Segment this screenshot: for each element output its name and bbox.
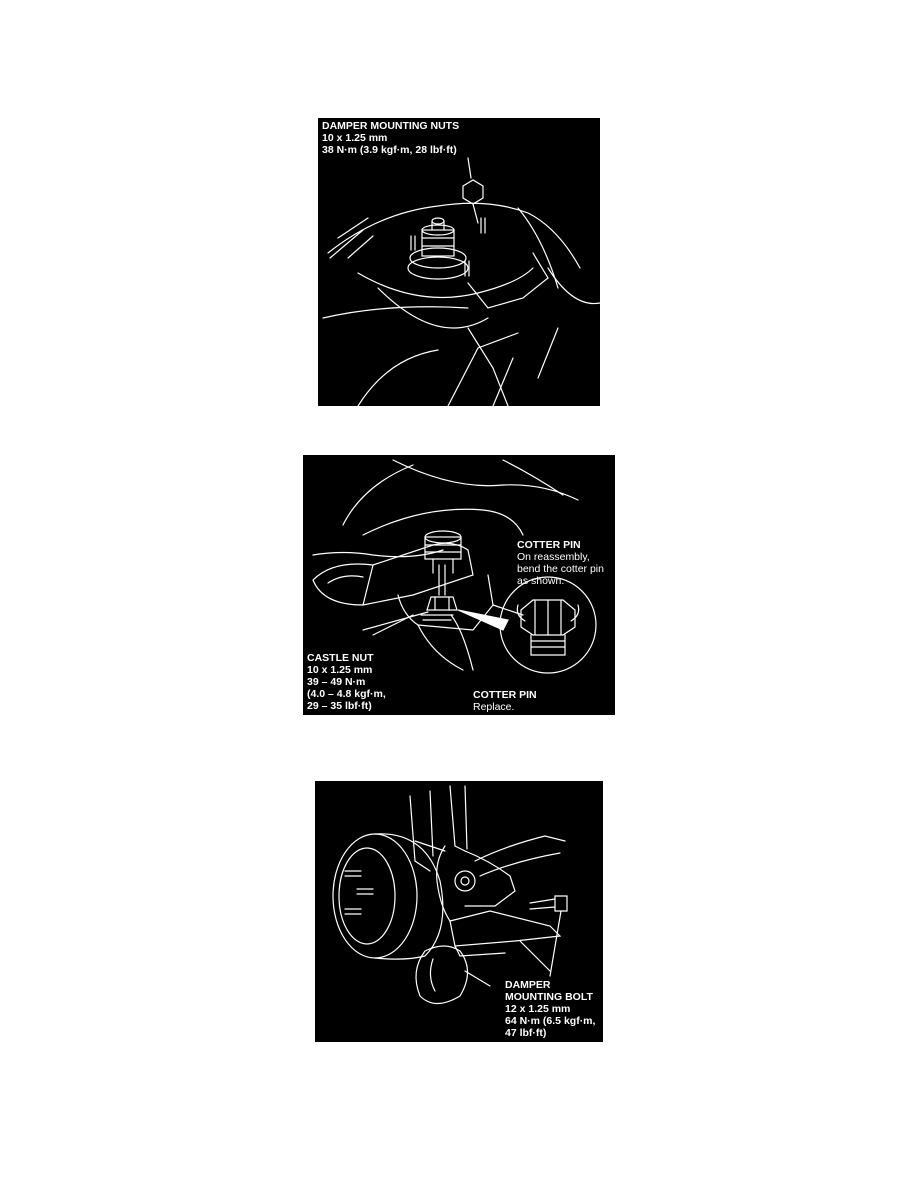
callout-title: COTTER PIN [517,539,581,551]
callout-line: On reassembly, [517,551,590,563]
callout-line: 64 N·m (6.5 kgf·m, [505,1015,596,1027]
callout-line: bend the cotter pin [517,563,604,575]
callout-line: 29 – 35 lbf·ft) [307,700,372,712]
callout-line: (4.0 – 4.8 kgf·m, [307,688,386,700]
callout-line: 12 x 1.25 mm [505,1003,571,1015]
callout-damper-mounting-bolt [505,979,595,1039]
callout-line: Replace. [473,701,515,713]
callout-line: 10 x 1.25 mm [322,132,388,144]
callout-cotter-pin-bend [517,539,604,587]
callout-castle-nut [307,652,386,712]
callout-line: 38 N·m (3.9 kgf·m, 28 lbf·ft) [322,144,457,156]
callout-line: 47 lbf·ft) [505,1027,547,1039]
callout-line: 39 – 49 N·m [307,676,366,688]
callout-title: CASTLE NUT [307,652,374,664]
callout-title: COTTER PIN [473,689,537,701]
callout-cotter-pin-replace [473,689,537,713]
callout-title: DAMPER [505,979,551,991]
figure-damper-mounting-nuts [318,118,600,406]
damper-top-illustration [318,118,600,406]
callout-title: DAMPER MOUNTING NUTS [322,120,460,132]
callout-title: MOUNTING BOLT [505,991,593,1003]
callout-line: as shown. [517,575,565,587]
callout-line: 10 x 1.25 mm [307,664,373,676]
figure-castle-nut-cotter-pin [303,455,615,715]
callout-damper-mounting-nuts [322,120,459,156]
figure-damper-mounting-bolt [315,781,603,1042]
